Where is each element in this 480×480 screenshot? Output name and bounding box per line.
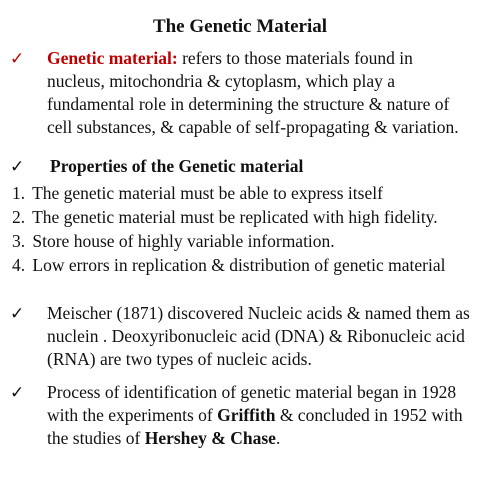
list-number: 2. (12, 207, 26, 227)
list-number: 4. (12, 255, 26, 275)
name-hershey-chase: Hershey & Chase (144, 428, 276, 448)
properties-list (12, 181, 474, 277)
term-genetic-material: Genetic material: (47, 48, 178, 68)
list-number: 3. (12, 231, 26, 251)
name-griffith: Griffith (217, 405, 276, 425)
history-text-part: . (275, 428, 281, 448)
definition-text: refers to those materials found in nucleus, mitochondria & cytoplasm, which play a fundamental role in determining the structure & nature of cell substances, & capable of self-propagating & variation. (47, 48, 459, 137)
list-item-text: Store house of highly variable information. (32, 231, 335, 251)
bullet-identification-history (10, 381, 472, 450)
list-item-text: The genetic material must be able to express itself (32, 183, 383, 203)
list-item (12, 205, 474, 229)
bullet-meischer (10, 302, 472, 371)
bullet-properties-heading (10, 155, 472, 178)
history-text-part: Process of identification of genetic material began in 1928 with the experiments of (47, 382, 457, 425)
meischer-text: Meischer (1871) discovered Nucleic acids & named them as nuclein . Deoxyribonucleic acid (DNA) & Ribonucleic acid (RNA) are two types of nucleic acids. (47, 303, 470, 369)
list-item (12, 253, 474, 277)
history-text-part: & concluded in 1952 with the studies of (47, 405, 463, 448)
list-item (12, 229, 474, 253)
check-mark-icon: ✓ (10, 49, 25, 68)
bullet-genetic-material-definition (10, 47, 472, 139)
properties-heading: Properties of the Genetic material (50, 156, 304, 176)
check-mark-icon: ✓ (10, 157, 25, 176)
list-item-text: The genetic material must be replicated with high fidelity. (32, 207, 438, 227)
slide-title: The Genetic Material (152, 16, 328, 37)
list-number: 1. (12, 183, 26, 203)
history-text (10, 381, 472, 450)
check-mark-icon: ✓ (10, 304, 25, 323)
bullet-body (10, 47, 472, 139)
list-item-text: Low errors in replication & distribution of genetic material (32, 255, 446, 275)
list-item (12, 181, 474, 205)
check-mark-icon: ✓ (10, 383, 25, 402)
